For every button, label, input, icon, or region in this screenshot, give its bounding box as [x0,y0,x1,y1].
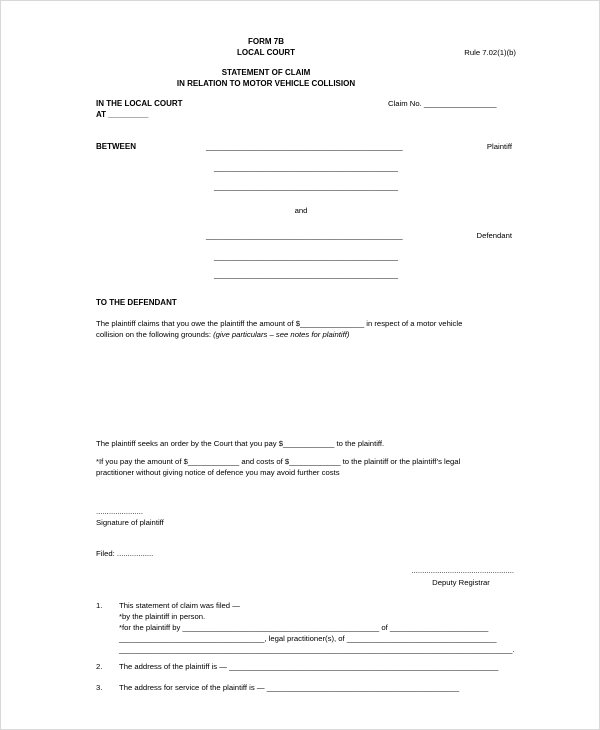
form-code: FORM 7B [248,37,284,46]
costs-note-line-1: *If you pay the amount of $____________ and costs of $____________ to the plaintiff or the plaintiff’s legal [96,457,461,466]
at-field: AT _________ [96,110,149,119]
in-the-local-court-label: IN THE LOCAL COURT [96,99,183,108]
to-defendant-heading: TO THE DEFENDANT [96,298,177,307]
filed-field: Filed: ................. [96,549,154,558]
footnote-1-number: 1. [96,601,103,610]
and-separator: and [294,206,308,215]
form-subtitle: IN RELATION TO MOTOR VEHICLE COLLISION [176,79,356,88]
between-label: BETWEEN [96,142,136,151]
defendant-name-line-3: ___________________________________________ [214,270,398,279]
costs-note-line-2: practitioner without giving notice of defence you may avoid further costs [96,468,340,477]
signature-dotted-line: ...................... [96,507,143,516]
footnote-2-line-1: The address of the plaintiff is — _______________________________________________________________ [119,662,499,671]
defendant-name-line-2: ___________________________________________ [214,252,398,261]
signature-label: Signature of plaintiff [96,518,164,527]
claim-paragraph-line-1: The plaintiff claims that you owe the plaintiff the amount of $_______________ in respect of a motor vehicle [96,319,463,328]
registrar-label: Deputy Registrar [432,578,490,587]
footnote-3-line-1: The address for service of the plaintiff is — _____________________________________________ [119,683,460,692]
footnote-3-number: 3. [96,683,103,692]
footnote-1-line-5: ____________________________________________________________________________________________. [119,645,515,654]
plaintiff-name-line-1: ______________________________________________ [206,142,403,151]
particulars-note: (give particulars – see notes for plaintiff) [213,330,350,339]
claim-grounds-text: collision on the following grounds: [96,330,214,339]
footnote-1-line-4: __________________________________, legal practitioner(s), of ___________________________________ [119,634,497,643]
plaintiff-party-label: Plaintiff [486,142,512,151]
plaintiff-name-line-2: ___________________________________________ [214,163,398,172]
court-name: LOCAL COURT [236,48,296,57]
footnote-1-line-2: *by the plaintiff in person. [119,612,206,621]
order-paragraph: The plaintiff seeks an order by the Court that you pay $____________ to the plaintiff. [96,439,385,448]
footnote-1-line-3: *for the plaintiff by ______________________________________________ of _______________________ [119,623,489,632]
form-title: STATEMENT OF CLAIM [221,68,311,77]
rule-reference: Rule 7.02(1)(b) [464,48,516,57]
footnote-1-line-1: This statement of claim was filed — [119,601,240,610]
claim-paragraph-line-2 [96,329,349,340]
defendant-party-label: Defendant [476,231,512,240]
defendant-name-line-1: ______________________________________________ [206,231,403,240]
plaintiff-name-line-3: ___________________________________________ [214,182,398,191]
claim-no-field: Claim No. _________________ [388,99,497,108]
footnote-2-number: 2. [96,662,103,671]
registrar-dotted-line: ................................................ [411,566,514,575]
